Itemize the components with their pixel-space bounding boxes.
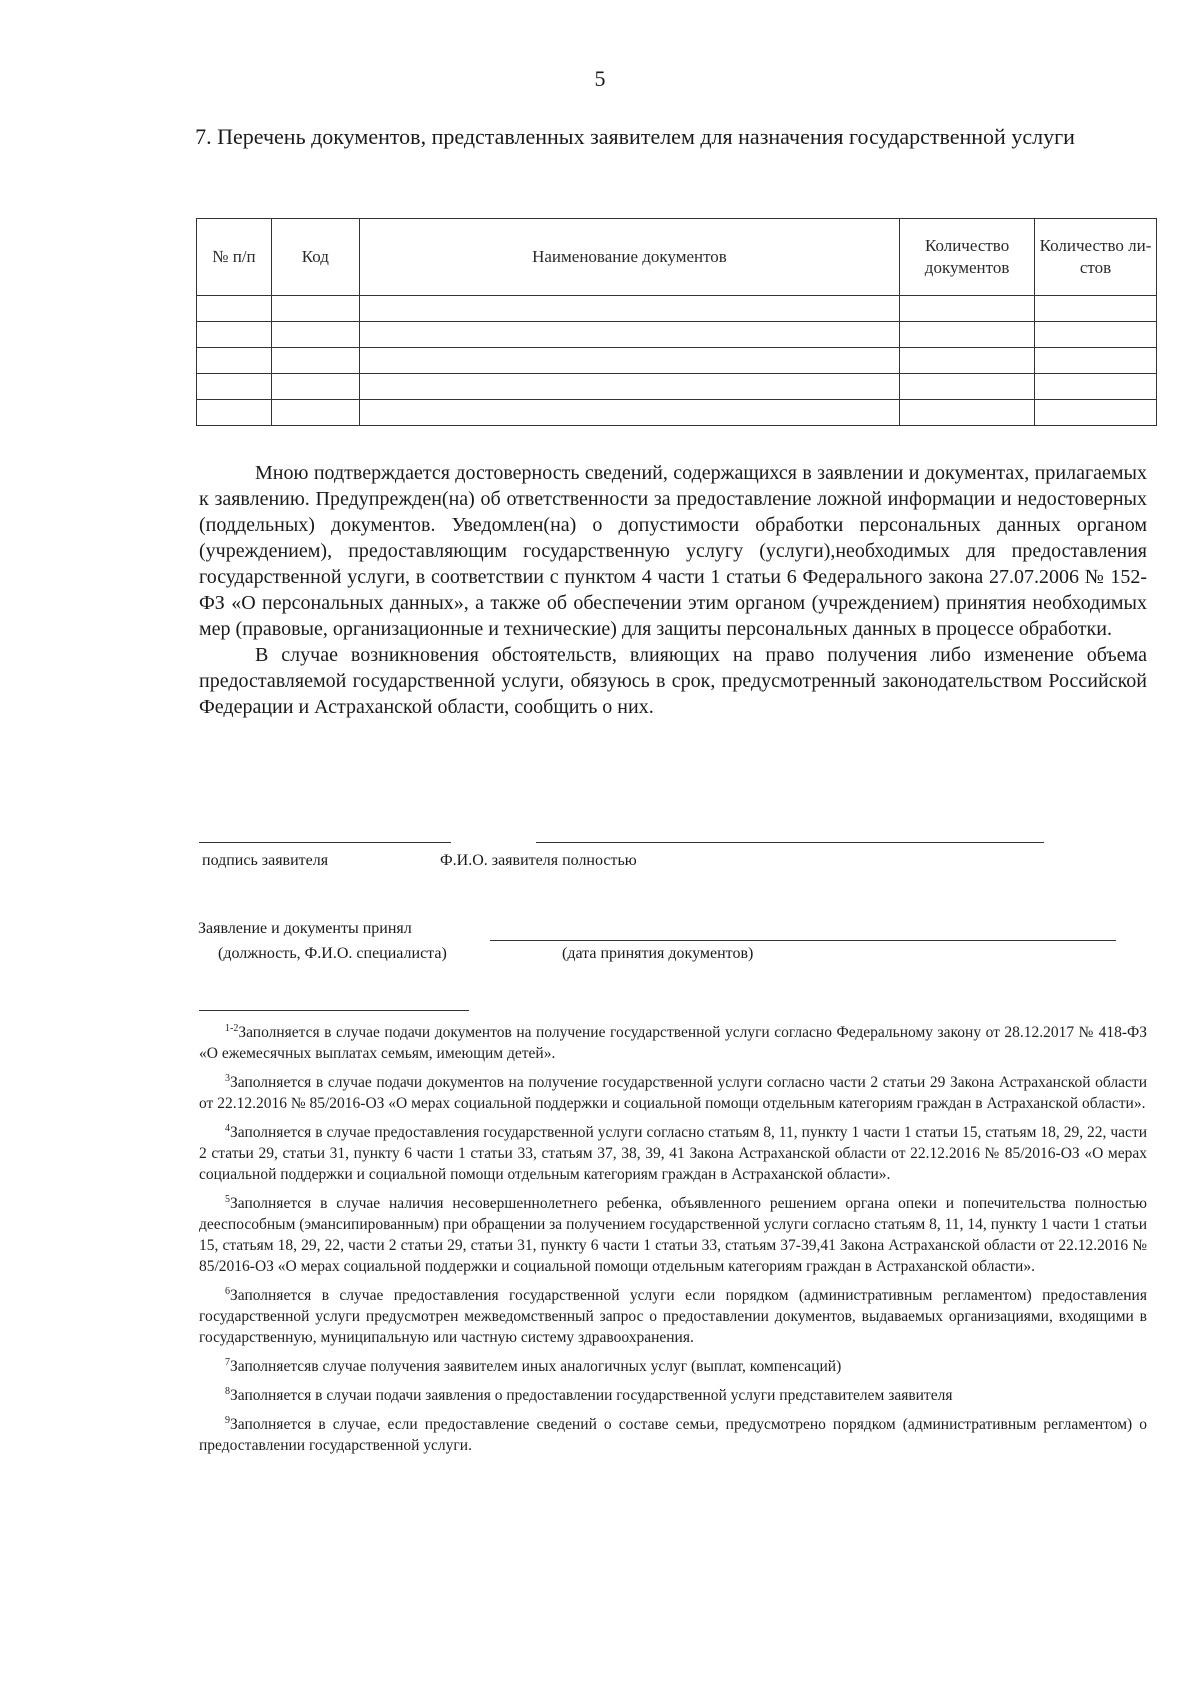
footnote-mark: 6 xyxy=(225,1286,230,1297)
table-cell xyxy=(900,400,1035,426)
table-cell xyxy=(359,296,899,322)
footnote xyxy=(199,1189,1147,1277)
accepted-label: Заявление и документы принял xyxy=(198,920,412,937)
table-cell xyxy=(359,322,899,348)
table-cell xyxy=(359,400,899,426)
confirmation-paragraph: Мною подтверждается достоверность сведений, содержащихся в заявлении и документах, прилагаемых к заявлению. Предупрежден(на) об ответственности за предоставление ложной информации и недостоверных (поддельных) документов. Уведомлен(на) о допустимости обработки персональных данных органом (учреждением), предоставляющим государственную услугу (услуги),необходимых для предоставления государственной услуги, в соответствии с пунктом 4 части 1 статьи 6 Федерального закона 27.07.2006 № 152-ФЗ «О персональных данных», а также об обеспечении этим органом (учреждением) принятия необходимых мер (правовые, организационные и технические) для защиты персональных данных в процессе обработки. xyxy=(199,462,1147,640)
table-row xyxy=(197,400,1157,426)
signature-label: подпись заявителя xyxy=(202,852,329,869)
table-cell xyxy=(1035,348,1157,374)
table-cell xyxy=(900,296,1035,322)
header-document-count: Количество документов xyxy=(900,219,1035,296)
table-cell xyxy=(271,374,359,400)
footnote xyxy=(199,1018,1147,1064)
obligation-paragraph: В случае возникновения обстоятельств, влияющих на право получения либо изменение объема предоставляемой государственной услуги, обязуюсь в срок, предусмотренный законодательством Российской Федерации и Астраханской области, сообщить о них. xyxy=(199,644,1147,718)
page-number: 5 xyxy=(594,66,606,91)
accepted-line xyxy=(490,940,1116,941)
footnote-text: Заполняется в случаи подачи заявления о предоставлении государственной услуги представителем заявителя xyxy=(230,1387,953,1404)
documents-table xyxy=(196,218,1157,426)
table-cell xyxy=(271,322,359,348)
table-cell xyxy=(359,374,899,400)
table-cell xyxy=(900,374,1035,400)
table-header-row xyxy=(197,219,1157,296)
fio-label: Ф.И.О. заявителя полностью xyxy=(440,852,637,869)
footnote-text: Заполняется в случае подачи документов на получение государственной услуги согласно части 2 статьи 29 Закона Астраханской области от 22.12.2016 № 85/2016-ОЗ «О мерах социальной поддержки и социальной помощи отдельным категориям граждан в Астраханской области». xyxy=(199,1074,1147,1112)
table-cell xyxy=(197,348,272,374)
table-cell xyxy=(197,374,272,400)
position-label: (должность, Ф.И.О. специалиста) xyxy=(218,945,447,962)
table-cell xyxy=(197,296,272,322)
footnote-separator xyxy=(199,1010,469,1011)
header-sheet-count: Количество листов xyxy=(1035,219,1157,296)
footnote-text: Заполняется в случае предоставления государственной услуги если порядком (административным регламентом) предоставления государственной услуги предусмотрен межведомственный запрос о предоставлении документов, выдаваемых организациями, входящими в государственную, муниципальную или частную систему здравоохранения. xyxy=(199,1287,1147,1346)
header-number: № п/п xyxy=(197,219,272,296)
table-cell xyxy=(1035,322,1157,348)
section-title: 7. Перечень документов, представленных заявителем для назначения государственной услуги xyxy=(195,124,1075,149)
footnote xyxy=(199,1281,1147,1348)
footnotes xyxy=(199,1018,1147,1460)
footnote-text: Заполняетсяв случае получения заявителем иных аналогичных услуг (выплат, компенсаций) xyxy=(230,1358,842,1375)
footnote-text: Заполняется в случае предоставления государственной услуги согласно статьям 8, 11, пункту 1 части 1 статьи 15, статьям 18, 29, 22, части 2 статьи 29, статьи 31, пункту 6 части 1 статьи 33, статьям 37, 38, 39, 41 Закона Астраханской области от 22.12.2016 № 85/2016-ОЗ «О мерах социальной поддержки и социальной помощи отдельным категориям граждан в Астраханской области». xyxy=(199,1124,1147,1183)
table-cell xyxy=(359,348,899,374)
footnote xyxy=(199,1410,1147,1456)
confirmation-text xyxy=(199,460,1147,720)
table-cell xyxy=(197,322,272,348)
footnote-mark: 4 xyxy=(225,1123,230,1134)
table-row xyxy=(197,374,1157,400)
table-cell xyxy=(1035,374,1157,400)
footnote xyxy=(199,1118,1147,1185)
footnote-mark: 1-2 xyxy=(225,1023,239,1034)
footnote-mark: 9 xyxy=(225,1415,230,1426)
table-cell xyxy=(271,296,359,322)
footnote xyxy=(199,1352,1147,1377)
fio-line xyxy=(536,842,1044,843)
table-cell xyxy=(1035,296,1157,322)
header-code: Код xyxy=(271,219,359,296)
table-cell xyxy=(197,400,272,426)
table-cell xyxy=(900,322,1035,348)
table-cell xyxy=(271,348,359,374)
table-row xyxy=(197,322,1157,348)
footnote xyxy=(199,1068,1147,1114)
footnote-text: Заполняется в случае, если предоставление сведений о составе семьи, предусмотрено порядком (административным регламентом) о предоставлении государственной услуги. xyxy=(199,1416,1147,1454)
footnote-mark: 5 xyxy=(225,1194,230,1205)
header-document-name: Наименование документов xyxy=(359,219,899,296)
table-row xyxy=(197,296,1157,322)
table-cell xyxy=(271,400,359,426)
footnote-mark: 8 xyxy=(225,1386,230,1397)
footnote-text: Заполняется в случае подачи документов на получение государственной услуги согласно Федеральному закону от 28.12.2017 № 418-ФЗ «О ежемесячных выплатах семьям, имеющим детей». xyxy=(199,1024,1147,1062)
table-row xyxy=(197,348,1157,374)
date-label: (дата принятия документов) xyxy=(562,945,754,962)
footnote-mark: 7 xyxy=(225,1357,230,1368)
footnote-mark: 3 xyxy=(225,1073,230,1084)
footnote xyxy=(199,1381,1147,1406)
footnote-text: Заполняется в случае наличия несовершеннолетнего ребенка, объявленного решением органа опеки и попечительства полностью дееспособным (эмансипированным) при обращении за получением государственной услуги согласно статьям 8, 11, 14, пункту 1 части 1 статьи 15, статьям 18, 29, 22, части 2 статьи 29, статьи 31, пункту 6 части 1 статьи 33, статьям 37-39,41 Закона Астраханской области от 22.12.2016 № 85/2016-ОЗ «О мерах социальной поддержки и социальной помощи отдельным категориям граждан в Астраханской области». xyxy=(199,1195,1147,1275)
table-cell xyxy=(900,348,1035,374)
signature-line xyxy=(199,842,451,843)
table-cell xyxy=(1035,400,1157,426)
